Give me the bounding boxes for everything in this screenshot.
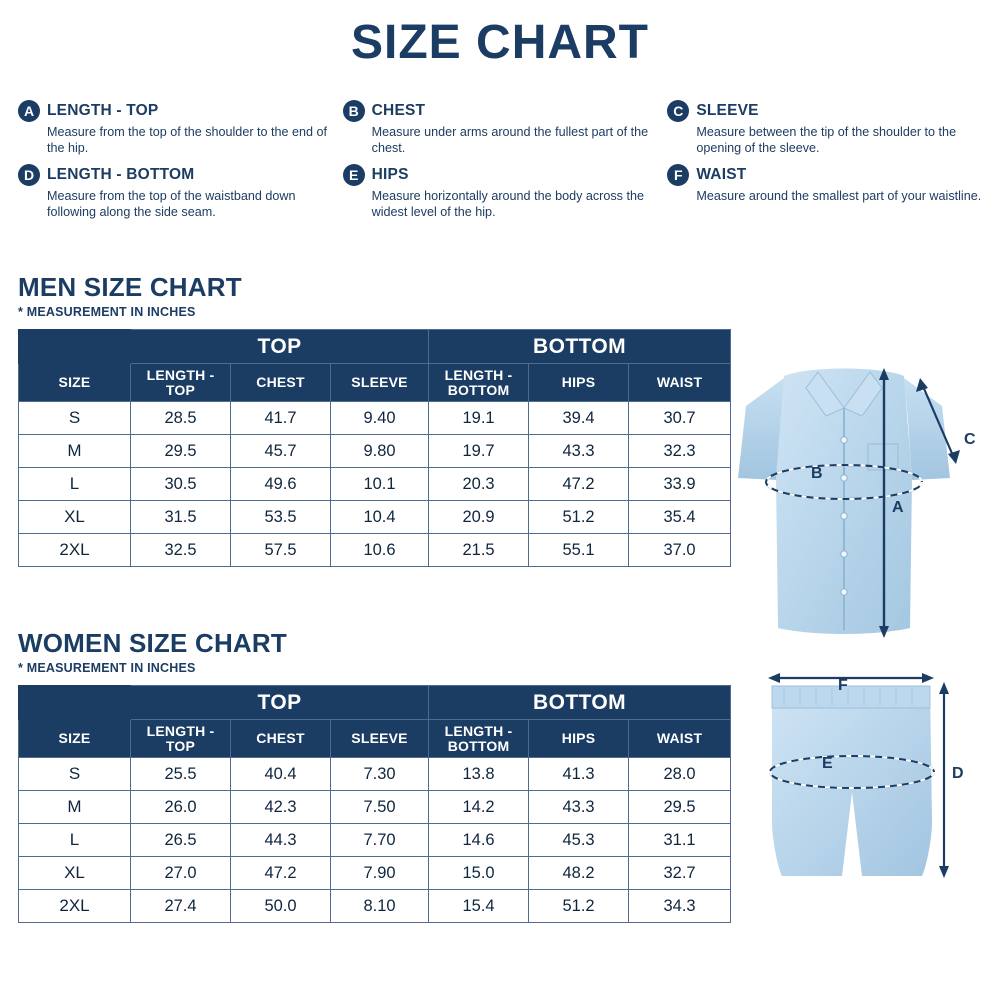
cell-hips: 43.3 xyxy=(529,435,629,468)
cell-waist: 30.7 xyxy=(629,402,731,435)
cell-sleeve: 9.80 xyxy=(331,435,429,468)
cell-chest: 50.0 xyxy=(231,890,331,923)
table-row xyxy=(19,468,731,501)
column-header-size: SIZE xyxy=(19,364,131,402)
cell-size: L xyxy=(19,824,131,857)
column-header-length-bottom: LENGTH - BOTTOM xyxy=(429,364,529,402)
cell-sleeve: 9.40 xyxy=(331,402,429,435)
letter-e-label: E xyxy=(822,755,833,772)
table-row xyxy=(19,501,731,534)
legend-desc-a: Measure from the top of the shoulder to the end of the hip. xyxy=(47,125,328,156)
cell-length-bottom: 20.9 xyxy=(429,501,529,534)
cell-chest: 57.5 xyxy=(231,534,331,567)
letter-d-label: D xyxy=(952,765,964,782)
legend-item-a xyxy=(18,100,333,156)
group-bottom: BOTTOM xyxy=(429,686,731,720)
table-row xyxy=(19,791,731,824)
column-header-chest: CHEST xyxy=(231,364,331,402)
cell-size: 2XL xyxy=(19,890,131,923)
shorts-illustration xyxy=(726,672,988,902)
legend-label-e: HIPS xyxy=(371,166,409,184)
women-unit-note: * MEASUREMENT IN INCHES xyxy=(18,661,196,675)
page-title: SIZE CHART xyxy=(351,16,649,69)
cell-length-bottom: 15.0 xyxy=(429,857,529,890)
table-row xyxy=(19,890,731,923)
legend-desc-e: Measure horizontally around the body across the widest level of the hip. xyxy=(371,189,644,220)
cell-hips: 51.2 xyxy=(529,890,629,923)
shirt-svg xyxy=(726,360,988,650)
table-row xyxy=(19,534,731,567)
cell-length-bottom: 19.1 xyxy=(429,402,529,435)
legend-badge-d: D xyxy=(18,164,40,186)
legend-label-b: CHEST xyxy=(371,102,426,119)
cell-size: XL xyxy=(19,857,131,890)
cell-length-bottom: 21.5 xyxy=(429,534,529,567)
cell-length-bottom: 14.6 xyxy=(429,824,529,857)
legend-item-c xyxy=(667,100,982,156)
cell-length-top: 26.5 xyxy=(131,824,231,857)
legend-desc-b: Measure under arms around the fullest part of the chest. xyxy=(371,125,649,156)
cell-waist: 35.4 xyxy=(629,501,731,534)
legend-badge-c: C xyxy=(667,100,689,122)
women-section-title: WOMEN SIZE CHART xyxy=(18,628,287,658)
cell-sleeve: 10.6 xyxy=(331,534,429,567)
cell-waist: 32.7 xyxy=(629,857,731,890)
cell-sleeve: 7.50 xyxy=(331,791,429,824)
group-top: TOP xyxy=(131,330,429,364)
men-size-section xyxy=(18,272,731,567)
table-row xyxy=(19,758,731,791)
cell-hips: 39.4 xyxy=(529,402,629,435)
cell-chest: 49.6 xyxy=(231,468,331,501)
cell-size: M xyxy=(19,435,131,468)
cell-chest: 45.7 xyxy=(231,435,331,468)
legend-desc-c: Measure between the tip of the shoulder to the opening of the sleeve. xyxy=(696,125,957,156)
cell-waist: 32.3 xyxy=(629,435,731,468)
men-section-title: MEN SIZE CHART xyxy=(18,272,242,302)
table-group-header-row xyxy=(19,686,731,720)
cell-hips: 51.2 xyxy=(529,501,629,534)
cell-sleeve: 10.4 xyxy=(331,501,429,534)
letter-b-label: B xyxy=(811,465,823,482)
legend-item-e xyxy=(343,164,658,220)
cell-waist: 28.0 xyxy=(629,758,731,791)
column-header-length-top: LENGTH - TOP xyxy=(131,720,231,758)
group-bottom: BOTTOM xyxy=(429,330,731,364)
cell-sleeve: 7.70 xyxy=(331,824,429,857)
legend-label-f: WAIST xyxy=(696,166,747,184)
cell-waist: 34.3 xyxy=(629,890,731,923)
column-header-size: SIZE xyxy=(19,720,131,758)
cell-waist: 37.0 xyxy=(629,534,731,567)
cell-hips: 48.2 xyxy=(529,857,629,890)
cell-length-top: 28.5 xyxy=(131,402,231,435)
legend-item-b xyxy=(343,100,658,156)
men-size-table xyxy=(18,329,731,567)
legend-desc-d: Measure from the top of the waistband down following along the side seam. xyxy=(47,189,296,220)
cell-length-top: 25.5 xyxy=(131,758,231,791)
cell-sleeve: 8.10 xyxy=(331,890,429,923)
cell-length-top: 26.0 xyxy=(131,791,231,824)
cell-length-top: 30.5 xyxy=(131,468,231,501)
cell-length-bottom: 14.2 xyxy=(429,791,529,824)
table-group-header-row xyxy=(19,330,731,364)
column-header-length-top: LENGTH - TOP xyxy=(131,364,231,402)
cell-size: S xyxy=(19,758,131,791)
legend-label-a: LENGTH - TOP xyxy=(47,102,159,119)
letter-a-label: A xyxy=(892,499,904,516)
legend-badge-a: A xyxy=(18,100,40,122)
legend-badge-b: B xyxy=(343,100,365,122)
legend-item-f xyxy=(667,164,982,220)
cell-sleeve: 7.30 xyxy=(331,758,429,791)
cell-chest: 47.2 xyxy=(231,857,331,890)
cell-hips: 47.2 xyxy=(529,468,629,501)
cell-length-top: 31.5 xyxy=(131,501,231,534)
group-blank xyxy=(19,686,131,720)
legend-badge-e: E xyxy=(343,164,365,186)
cell-waist: 33.9 xyxy=(629,468,731,501)
women-size-section xyxy=(18,628,731,923)
cell-chest: 42.3 xyxy=(231,791,331,824)
men-unit-note: * MEASUREMENT IN INCHES xyxy=(18,305,196,319)
table-row xyxy=(19,402,731,435)
cell-chest: 44.3 xyxy=(231,824,331,857)
letter-c-label: C xyxy=(964,431,976,448)
shorts-svg xyxy=(726,672,988,902)
cell-hips: 55.1 xyxy=(529,534,629,567)
table-row xyxy=(19,857,731,890)
cell-length-bottom: 13.8 xyxy=(429,758,529,791)
table-row xyxy=(19,435,731,468)
column-header-sleeve: SLEEVE xyxy=(331,720,429,758)
table-column-header-row xyxy=(19,364,731,402)
cell-length-top: 27.0 xyxy=(131,857,231,890)
legend-label-c: SLEEVE xyxy=(696,102,759,119)
column-header-chest: CHEST xyxy=(231,720,331,758)
column-header-waist: WAIST xyxy=(629,364,731,402)
column-header-waist: WAIST xyxy=(629,720,731,758)
shirt-illustration xyxy=(726,360,988,650)
letter-f-label: F xyxy=(838,677,848,694)
cell-hips: 41.3 xyxy=(529,758,629,791)
measurement-legend xyxy=(18,100,982,220)
legend-desc-f: Measure around the smallest part of your waistline. xyxy=(696,189,982,204)
cell-size: XL xyxy=(19,501,131,534)
legend-item-d xyxy=(18,164,333,220)
cell-size: S xyxy=(19,402,131,435)
column-header-hips: HIPS xyxy=(529,720,629,758)
cell-size: 2XL xyxy=(19,534,131,567)
group-top: TOP xyxy=(131,686,429,720)
cell-length-bottom: 19.7 xyxy=(429,435,529,468)
cell-length-top: 32.5 xyxy=(131,534,231,567)
cell-sleeve: 10.1 xyxy=(331,468,429,501)
cell-length-top: 27.4 xyxy=(131,890,231,923)
cell-length-bottom: 15.4 xyxy=(429,890,529,923)
cell-length-top: 29.5 xyxy=(131,435,231,468)
table-column-header-row xyxy=(19,720,731,758)
cell-chest: 41.7 xyxy=(231,402,331,435)
column-header-length-bottom: LENGTH - BOTTOM xyxy=(429,720,529,758)
cell-chest: 40.4 xyxy=(231,758,331,791)
cell-hips: 43.3 xyxy=(529,791,629,824)
cell-hips: 45.3 xyxy=(529,824,629,857)
table-row xyxy=(19,824,731,857)
women-size-table xyxy=(18,685,731,923)
cell-sleeve: 7.90 xyxy=(331,857,429,890)
column-header-sleeve: SLEEVE xyxy=(331,364,429,402)
cell-size: M xyxy=(19,791,131,824)
legend-label-d: LENGTH - BOTTOM xyxy=(47,166,195,184)
cell-waist: 29.5 xyxy=(629,791,731,824)
group-blank xyxy=(19,330,131,364)
column-header-hips: HIPS xyxy=(529,364,629,402)
cell-chest: 53.5 xyxy=(231,501,331,534)
legend-badge-f: F xyxy=(667,164,689,186)
cell-length-bottom: 20.3 xyxy=(429,468,529,501)
cell-size: L xyxy=(19,468,131,501)
cell-waist: 31.1 xyxy=(629,824,731,857)
